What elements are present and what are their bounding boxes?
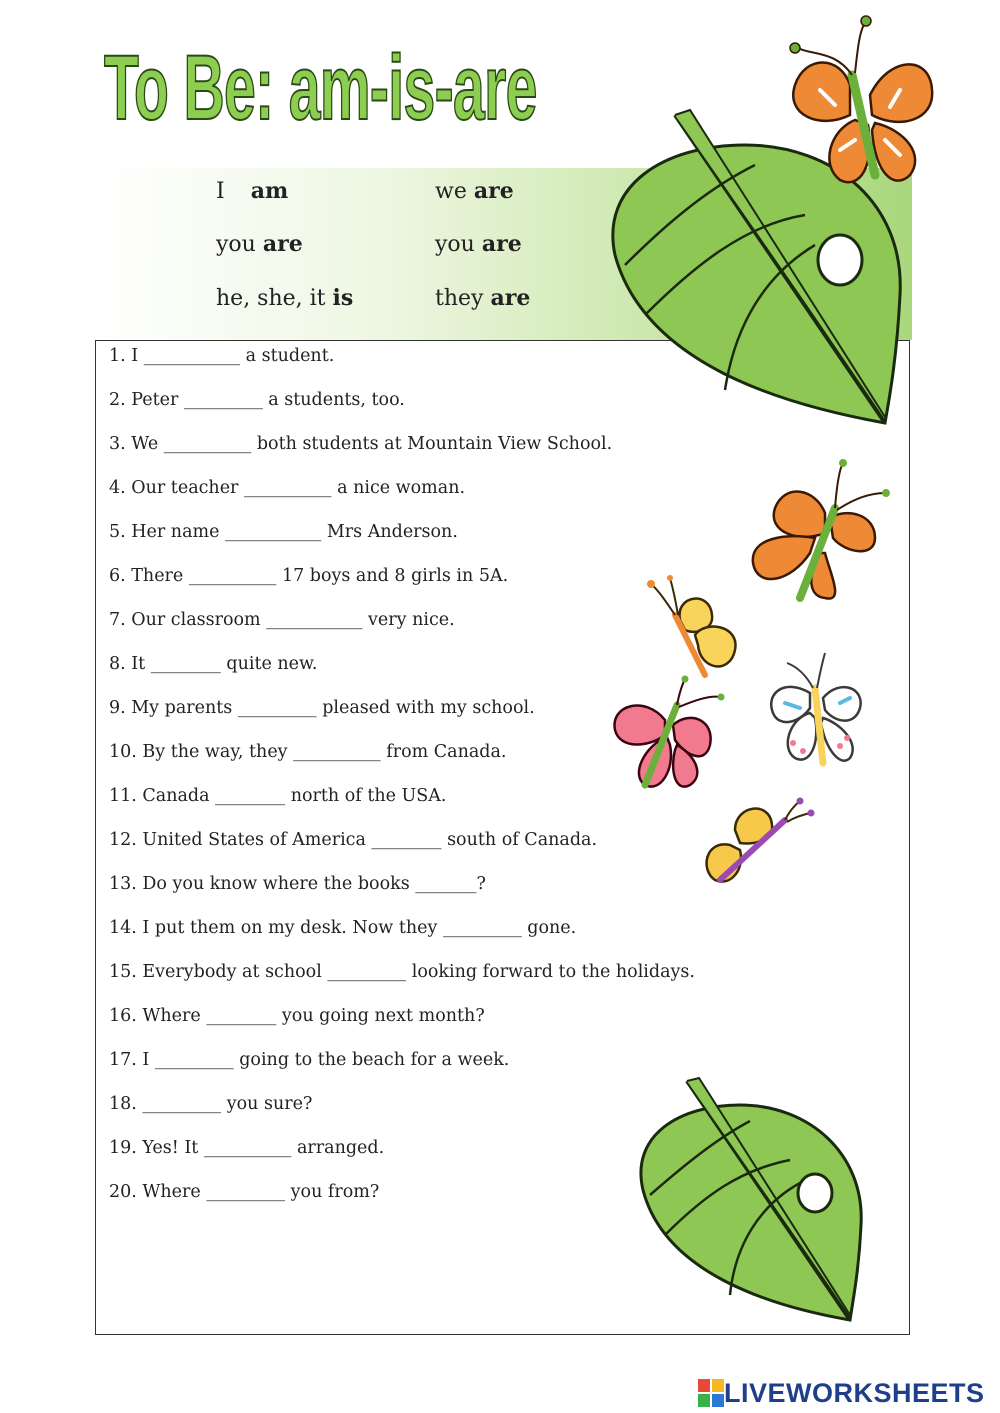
question-10: 10. By the way, they __________ from Canada. [109, 742, 507, 762]
answer-blank[interactable]: ___________ [266, 610, 363, 630]
question-4: 4. Our teacher __________ a nice woman. [109, 478, 466, 498]
answer-blank[interactable]: ________ [150, 654, 221, 674]
question-8: 8. It ________ quite new. [109, 654, 318, 674]
butterfly-icon [780, 15, 945, 195]
answer-blank[interactable]: _________ [327, 962, 407, 982]
question-14: 14. I put them on my desk. Now they _________ gone. [109, 918, 577, 938]
conjugation-he-she-it: he, she, it is [216, 285, 354, 311]
butterfly-icon [605, 675, 730, 795]
question-20: 20. Where _________ you from? [109, 1182, 380, 1202]
answer-blank[interactable]: ________ [371, 830, 442, 850]
question-5: 5. Her name ___________ Mrs Anderson. [109, 522, 458, 542]
answer-blank[interactable]: ________ [215, 786, 286, 806]
liveworksheets-brand[interactable] [698, 1378, 985, 1408]
answer-blank[interactable]: __________ [203, 1138, 292, 1158]
question-12: 12. United States of America ________ south of Canada. [109, 830, 598, 850]
butterfly-icon [640, 575, 745, 680]
butterfly-icon [765, 648, 870, 773]
answer-blank[interactable]: _________ [142, 1094, 222, 1114]
answer-blank[interactable]: _________ [237, 698, 317, 718]
conjugation-you-plural: you are [435, 231, 522, 257]
conjugation-we: we are [435, 178, 514, 204]
conjugation-you: you are [216, 231, 303, 257]
question-11: 11. Canada ________ north of the USA. [109, 786, 447, 806]
answer-blank[interactable]: __________ [244, 478, 332, 498]
answer-blank[interactable]: ________ [206, 1006, 277, 1026]
conjugation-they: they are [435, 285, 531, 311]
question-3: 3. We __________ both students at Mountain View School. [109, 434, 613, 454]
question-15: 15. Everybody at school _________ looking forward to the holidays. [109, 962, 695, 982]
answer-blank[interactable]: _________ [442, 918, 522, 938]
question-9: 9. My parents _________ pleased with my school. [109, 698, 535, 718]
leaf-icon [635, 1075, 870, 1325]
answer-blank[interactable]: __________ [163, 434, 252, 454]
answer-blank[interactable]: _________ [183, 390, 263, 410]
question-2: 2. Peter _________ a students, too. [109, 390, 405, 410]
answer-blank[interactable]: ___________ [143, 346, 241, 366]
question-7: 7. Our classroom ___________ very nice. [109, 610, 455, 630]
question-6: 6. There __________ 17 boys and 8 girls in 5A. [109, 566, 509, 586]
question-1: 1. I ___________ a student. [109, 346, 335, 366]
question-17: 17. I _________ going to the beach for a week. [109, 1050, 510, 1070]
answer-blank[interactable]: _________ [154, 1050, 234, 1070]
question-13: 13. Do you know where the books _______? [109, 874, 486, 894]
question-18: 18. _________ you sure? [109, 1094, 313, 1114]
question-19: 19. Yes! It __________ arranged. [109, 1138, 385, 1158]
answer-blank[interactable]: _______ [415, 874, 477, 894]
answer-blank[interactable]: __________ [188, 566, 277, 586]
brand-name: LIVEWORKSHEETS [724, 1377, 985, 1408]
answer-blank[interactable]: ___________ [225, 522, 322, 542]
question-16: 16. Where ________ you going next month? [109, 1006, 485, 1026]
answer-blank[interactable]: __________ [293, 742, 381, 762]
worksheet-title: To Be: am-is-are [104, 37, 537, 139]
butterfly-icon [745, 458, 895, 608]
answer-blank[interactable]: _________ [206, 1182, 286, 1202]
butterfly-icon [700, 795, 815, 890]
conjugation-i: I am [216, 178, 289, 204]
liveworksheets-logo-icon [698, 1379, 724, 1407]
